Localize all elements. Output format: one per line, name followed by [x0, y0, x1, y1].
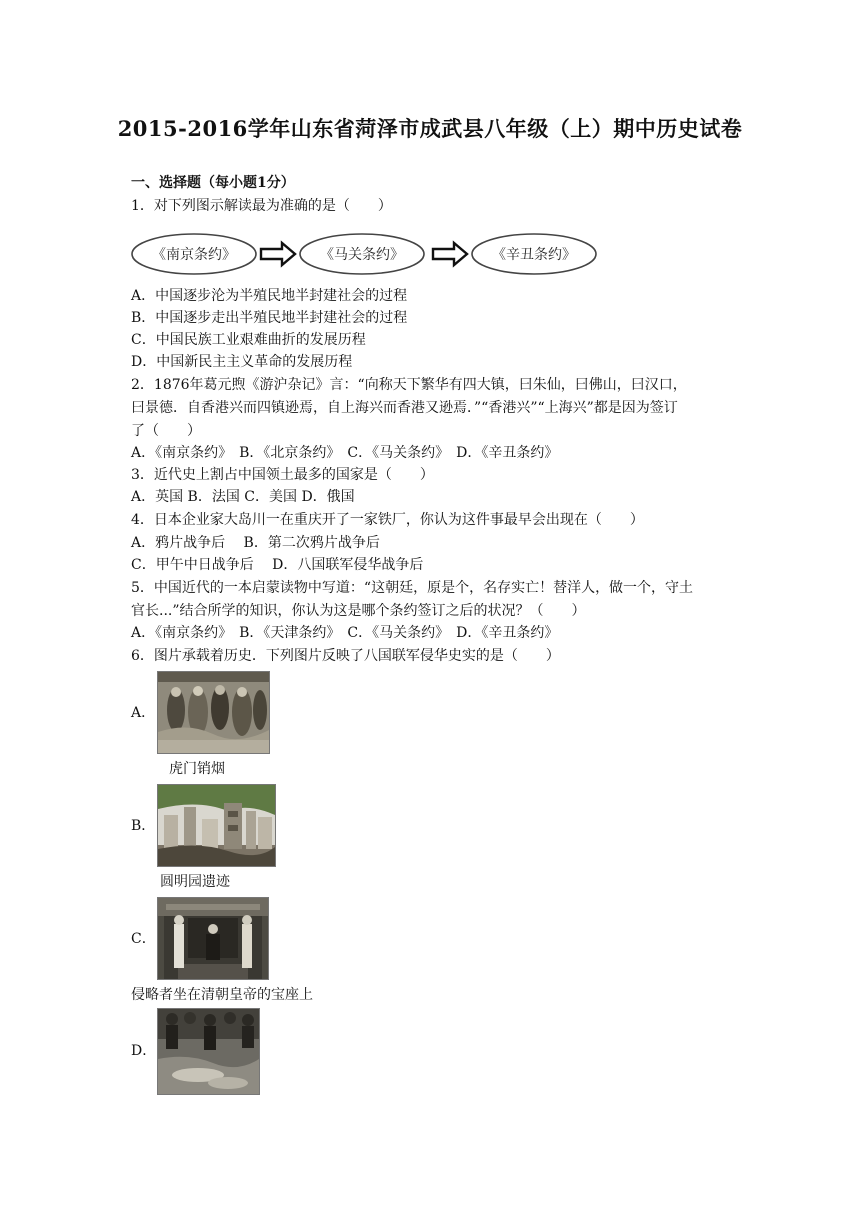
q3-options[interactable]: A．英国 B．法国 C．美国 D．俄国 — [131, 489, 355, 505]
q6-caption-c: 侵略者坐在清朝皇帝的宝座上 — [131, 987, 313, 1003]
question-6-stem: 6．图片承载着历史．下列图片反映了八国联军侵华史实的是（ ） — [131, 648, 560, 664]
question-3-stem: 3．近代史上割占中国领土最多的国家是（ ） — [131, 467, 434, 483]
arrow-right-icon — [261, 243, 295, 265]
question-5-line-1: 5．中国近代的一本启蒙读物中写道：“这朝廷，原是个，名存实亡！替洋人，做一个，守土 — [131, 580, 694, 596]
q1-option-c[interactable]: C．中国民族工业艰难曲折的发展历程 — [131, 332, 366, 348]
q6-caption-a: 虎门销烟 — [169, 761, 225, 777]
q6-photo-c[interactable] — [157, 897, 269, 980]
q1-option-b[interactable]: B．中国逐步走出半殖民地半封建社会的过程 — [131, 310, 408, 326]
q6-option-b-label[interactable]: B． — [131, 818, 156, 834]
question-2-line-1: 2．1876年葛元煦《游沪杂记》言：“向称天下繁华有四大镇，曰朱仙，曰佛山，曰汉口， — [131, 377, 687, 393]
section-heading: 一、选择题（每小题1分） — [131, 175, 295, 191]
q1-option-a[interactable]: A．中国逐步沦为半殖民地半封建社会的过程 — [131, 288, 408, 304]
flow-node-2: 《马关条约》 — [320, 247, 404, 263]
treaty-flow-diagram — [130, 231, 600, 277]
q6-photo-d[interactable] — [157, 1008, 260, 1095]
q4-options-row-2[interactable]: C．甲午中日战争后 D．八国联军侵华战争后 — [131, 557, 424, 573]
q4-options-row-1[interactable]: A．鸦片战争后 B．第二次鸦片战争后 — [131, 535, 380, 551]
q6-caption-b: 圆明园遗迹 — [160, 874, 230, 890]
q6-option-a-label[interactable]: A． — [131, 705, 156, 721]
q2-options[interactable]: A．《南京条约》 B．《北京条约》 C．《马关条约》 D．《辛丑条约》 — [131, 445, 559, 461]
q1-option-d[interactable]: D．中国新民主主义革命的发展历程 — [131, 354, 353, 370]
question-4-stem: 4．日本企业家大岛川一在重庆开了一家铁厂，你认为这件事最早会出现在（ ） — [131, 512, 644, 528]
exam-title: 2015-2016学年山东省菏泽市成武县八年级（上）期中历史试卷 — [117, 116, 743, 141]
question-1-stem: 1．对下列图示解读最为准确的是（ ） — [131, 198, 392, 214]
arrow-right-icon — [433, 243, 467, 265]
question-2-line-2: 曰景德．自香港兴而四镇逊焉，自上海兴而香港又逊焉．”“香港兴”“上海兴”都是因为签订 — [131, 400, 678, 416]
q5-options[interactable]: A．《南京条约》 B．《天津条约》 C．《马关条约》 D．《辛丑条约》 — [131, 625, 559, 641]
q6-photo-b[interactable] — [157, 784, 276, 867]
q6-photo-a[interactable] — [157, 671, 270, 754]
flow-node-1: 《南京条约》 — [152, 247, 236, 263]
q6-option-c-label[interactable]: C． — [131, 931, 156, 947]
question-5-line-2: 官长...”结合所学的知识，你认为这是哪个条约签订之后的状况？（ ） — [131, 603, 586, 619]
q6-option-d-label[interactable]: D． — [131, 1043, 157, 1059]
question-2-line-3: 了（ ） — [131, 423, 201, 439]
flow-node-3: 《辛丑条约》 — [492, 247, 576, 263]
